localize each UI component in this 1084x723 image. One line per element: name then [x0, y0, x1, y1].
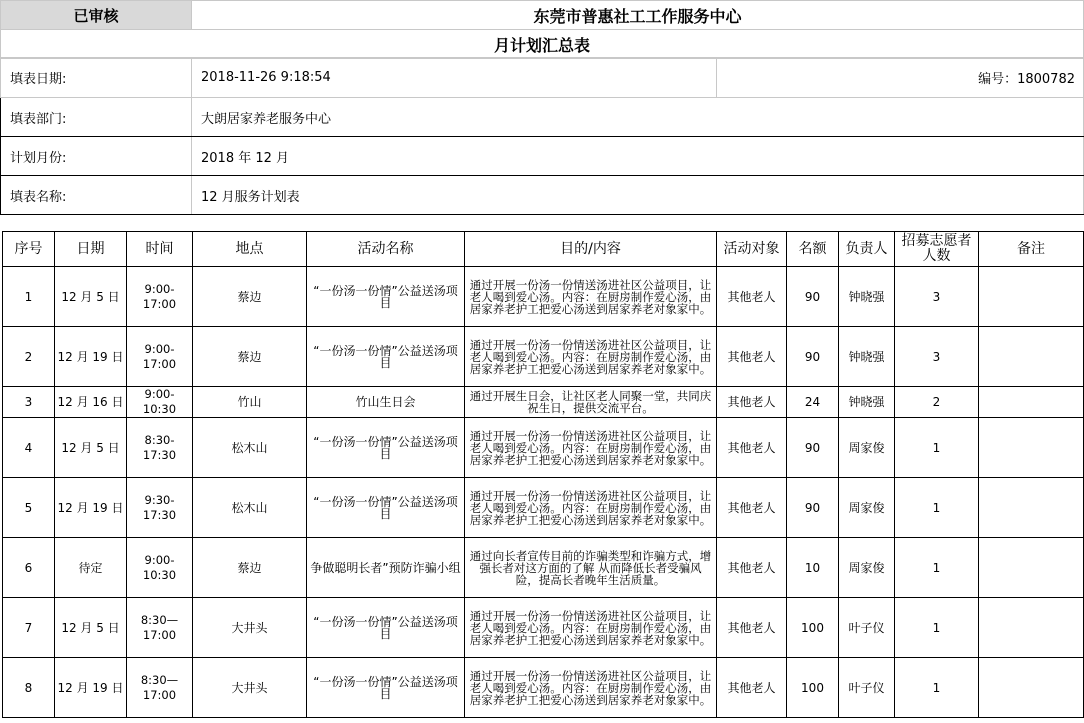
cell-remarks — [979, 327, 1084, 387]
page-title: 月计划汇总表 — [1, 30, 1084, 59]
cell-date: 12 月 16 日 — [55, 387, 127, 418]
cell-time: 9:30-17:30 — [127, 478, 193, 538]
cell-index: 1 — [3, 267, 55, 327]
plan-month-label: 计划月份: — [1, 137, 192, 176]
cell-activity-name: “一份汤一份情”公益送汤项目 — [307, 327, 465, 387]
cell-remarks — [979, 418, 1084, 478]
cell-time: 8:30-17:30 — [127, 418, 193, 478]
cell-target: 其他老人 — [717, 267, 787, 327]
cell-activity-name: “一份汤一份情”公益送汤项目 — [307, 418, 465, 478]
form-info-table — [0, 57, 1084, 215]
header-remarks: 备注 — [979, 232, 1084, 267]
form-name-row — [1, 176, 1084, 215]
cell-date: 12 月 5 日 — [55, 418, 127, 478]
cell-location: 大井头 — [193, 658, 307, 718]
cell-owner: 钟晓强 — [839, 327, 895, 387]
cell-index: 8 — [3, 658, 55, 718]
cell-quota: 100 — [787, 658, 839, 718]
table-row — [3, 387, 1084, 418]
approval-status-badge: 已审核 — [1, 1, 192, 30]
header-purpose: 目的/内容 — [465, 232, 717, 267]
cell-activity-name: “一份汤一份情”公益送汤项目 — [307, 267, 465, 327]
cell-owner: 钟晓强 — [839, 267, 895, 327]
cell-remarks — [979, 267, 1084, 327]
department-value: 大朗居家养老服务中心 — [192, 98, 1084, 137]
table-row — [3, 598, 1084, 658]
plan-month-value: 2018 年 12 月 — [192, 137, 1084, 176]
cell-volunteers: 1 — [895, 418, 979, 478]
cell-date: 待定 — [55, 538, 127, 598]
cell-owner: 周家俊 — [839, 418, 895, 478]
cell-target: 其他老人 — [717, 478, 787, 538]
cell-quota: 24 — [787, 387, 839, 418]
cell-target: 其他老人 — [717, 418, 787, 478]
cell-volunteers: 1 — [895, 538, 979, 598]
form-name-label: 填表名称: — [1, 176, 192, 215]
cell-location: 蔡边 — [193, 267, 307, 327]
cell-remarks — [979, 538, 1084, 598]
cell-location: 松木山 — [193, 478, 307, 538]
cell-owner: 周家俊 — [839, 538, 895, 598]
cell-owner: 叶子仪 — [839, 598, 895, 658]
cell-quota: 90 — [787, 418, 839, 478]
header-target: 活动对象 — [717, 232, 787, 267]
cell-purpose: 通过开展一份汤一份情送汤进社区公益项目，让老人喝到爱心汤。内容：在厨房制作爱心汤，由居家养老护工把爱心汤送到居家养老对象家中。 — [465, 658, 717, 718]
cell-quota: 90 — [787, 267, 839, 327]
cell-index: 4 — [3, 418, 55, 478]
cell-remarks — [979, 658, 1084, 718]
cell-target: 其他老人 — [717, 658, 787, 718]
cell-volunteers: 1 — [895, 478, 979, 538]
table-header-row — [3, 232, 1084, 267]
cell-owner: 叶子仪 — [839, 658, 895, 718]
cell-date: 12 月 19 日 — [55, 327, 127, 387]
cell-time: 9:00-10:30 — [127, 387, 193, 418]
cell-purpose: 通过开展生日会，让社区老人同聚一堂，共同庆祝生日，提供交流平台。 — [465, 387, 717, 418]
cell-quota: 90 — [787, 478, 839, 538]
cell-index: 7 — [3, 598, 55, 658]
cell-owner: 周家俊 — [839, 478, 895, 538]
cell-quota: 100 — [787, 598, 839, 658]
cell-remarks — [979, 598, 1084, 658]
header-activity-name: 活动名称 — [307, 232, 465, 267]
cell-volunteers: 1 — [895, 598, 979, 658]
cell-purpose: 通过向长者宣传目前的诈骗类型和诈骗方式，增强长者对这方面的了解 从而降低长者受骗风险，提高长者晚年生活质量。 — [465, 538, 717, 598]
cell-target: 其他老人 — [717, 327, 787, 387]
cell-purpose: 通过开展一份汤一份情送汤进社区公益项目，让老人喝到爱心汤。内容：在厨房制作爱心汤，由居家养老护工把爱心汤送到居家养老对象家中。 — [465, 418, 717, 478]
table-row — [3, 538, 1084, 598]
cell-quota: 10 — [787, 538, 839, 598]
cell-volunteers: 3 — [895, 327, 979, 387]
fill-date-label: 填表日期: — [1, 58, 192, 98]
cell-time: 8:30—17:00 — [127, 658, 193, 718]
table-row — [3, 658, 1084, 718]
organization-name: 东莞市普惠社工工作服务中心 — [192, 1, 1084, 30]
cell-location: 大井头 — [193, 598, 307, 658]
table-row — [3, 418, 1084, 478]
header-owner: 负责人 — [839, 232, 895, 267]
cell-date: 12 月 5 日 — [55, 267, 127, 327]
plan-month-row — [1, 137, 1084, 176]
header-index: 序号 — [3, 232, 55, 267]
report-header — [0, 0, 1084, 59]
cell-purpose: 通过开展一份汤一份情送汤进社区公益项目，让老人喝到爱心汤。内容：在厨房制作爱心汤，由居家养老护工把爱心汤送到居家养老对象家中。 — [465, 478, 717, 538]
department-row — [1, 98, 1084, 137]
cell-index: 2 — [3, 327, 55, 387]
serial-number: 编号：1800782 — [717, 58, 1084, 98]
cell-time: 9:00-17:00 — [127, 327, 193, 387]
cell-location: 蔡边 — [193, 538, 307, 598]
cell-activity-name: “一份汤一份情”公益送汤项目 — [307, 598, 465, 658]
department-label: 填表部门: — [1, 98, 192, 137]
cell-location: 竹山 — [193, 387, 307, 418]
cell-date: 12 月 5 日 — [55, 598, 127, 658]
cell-quota: 90 — [787, 327, 839, 387]
table-row — [3, 478, 1084, 538]
fill-date-row — [1, 58, 1084, 98]
cell-activity-name: 竹山生日会 — [307, 387, 465, 418]
cell-volunteers: 3 — [895, 267, 979, 327]
cell-target: 其他老人 — [717, 598, 787, 658]
header-date: 日期 — [55, 232, 127, 267]
cell-location: 松木山 — [193, 418, 307, 478]
cell-owner: 钟晓强 — [839, 387, 895, 418]
header-location: 地点 — [193, 232, 307, 267]
cell-date: 12 月 19 日 — [55, 478, 127, 538]
cell-index: 3 — [3, 387, 55, 418]
form-name-value: 12 月服务计划表 — [192, 176, 1084, 215]
fill-date-value: 2018-11-26 9:18:54 — [192, 58, 717, 98]
cell-target: 其他老人 — [717, 538, 787, 598]
header-volunteers: 招募志愿者人数 — [895, 232, 979, 267]
cell-time: 9:00-17:00 — [127, 267, 193, 327]
cell-activity-name: “一份汤一份情”公益送汤项目 — [307, 478, 465, 538]
cell-purpose: 通过开展一份汤一份情送汤进社区公益项目，让老人喝到爱心汤。内容：在厨房制作爱心汤，由居家养老护工把爱心汤送到居家养老对象家中。 — [465, 267, 717, 327]
cell-activity-name: “一份汤一份情”公益送汤项目 — [307, 658, 465, 718]
cell-purpose: 通过开展一份汤一份情送汤进社区公益项目，让老人喝到爱心汤。内容：在厨房制作爱心汤，由居家养老护工把爱心汤送到居家养老对象家中。 — [465, 598, 717, 658]
cell-index: 5 — [3, 478, 55, 538]
cell-time: 9:00-10:30 — [127, 538, 193, 598]
cell-location: 蔡边 — [193, 327, 307, 387]
header-quota: 名额 — [787, 232, 839, 267]
cell-index: 6 — [3, 538, 55, 598]
table-row — [3, 267, 1084, 327]
cell-activity-name: 争做聪明长者”预防诈骗小组 — [307, 538, 465, 598]
cell-purpose: 通过开展一份汤一份情送汤进社区公益项目，让老人喝到爱心汤。内容：在厨房制作爱心汤，由居家养老护工把爱心汤送到居家养老对象家中。 — [465, 327, 717, 387]
cell-time: 8:30—17:00 — [127, 598, 193, 658]
cell-volunteers: 1 — [895, 658, 979, 718]
cell-remarks — [979, 387, 1084, 418]
cell-volunteers: 2 — [895, 387, 979, 418]
table-row — [3, 327, 1084, 387]
cell-target: 其他老人 — [717, 387, 787, 418]
cell-remarks — [979, 478, 1084, 538]
plan-table — [2, 231, 1084, 718]
header-time: 时间 — [127, 232, 193, 267]
cell-date: 12 月 19 日 — [55, 658, 127, 718]
